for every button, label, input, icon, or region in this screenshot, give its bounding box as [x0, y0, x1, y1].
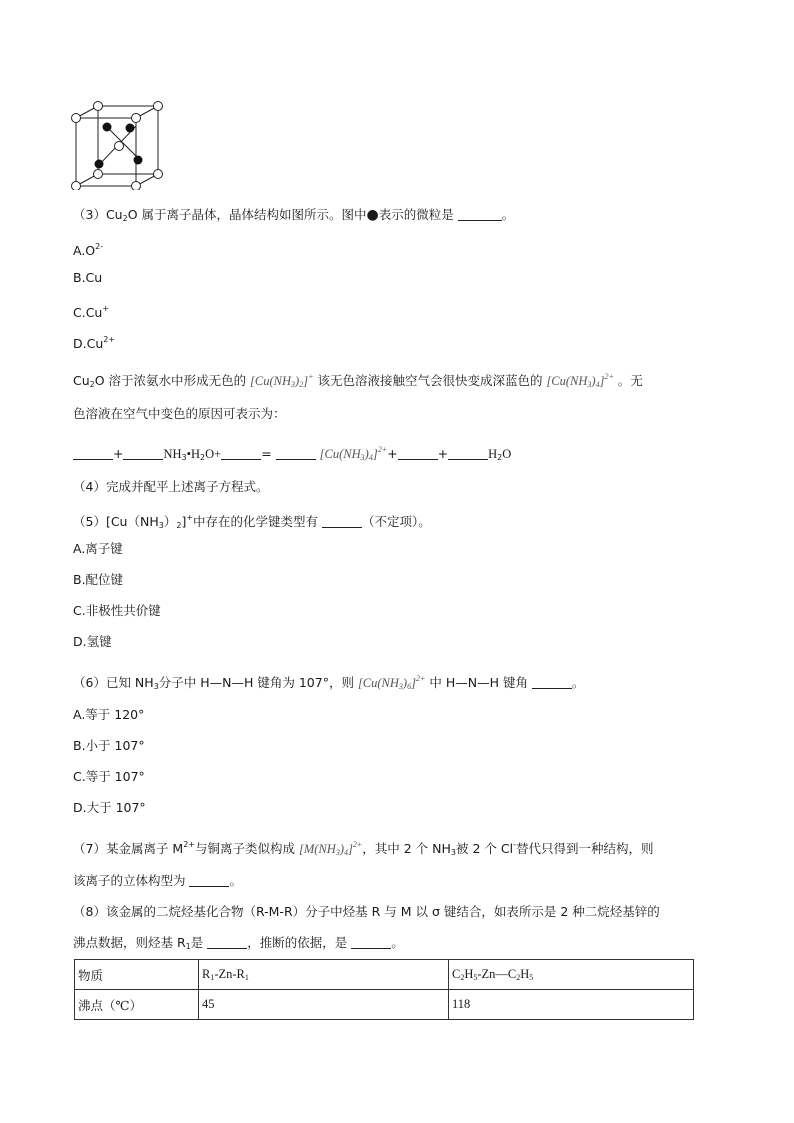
- table-cell: 118: [449, 990, 694, 1020]
- black-atom: [134, 156, 143, 165]
- q3-stem: $(3)Cu_2O$ 属于离子晶体，晶体结构如图所示。图中●表示的微粒是 。: [73, 207, 515, 223]
- table-header-row: [75, 960, 694, 990]
- crystal-structure-diagram: [68, 98, 168, 190]
- white-atom: [94, 102, 103, 111]
- white-atom: [132, 114, 141, 123]
- paragraph-line-2: 色溶液在空气中变色的原因可表示为：: [73, 406, 286, 421]
- q6-option-a: A.等于 120°: [73, 707, 145, 722]
- white-atom: [72, 182, 81, 191]
- answer-blank[interactable]: [532, 676, 572, 689]
- q3-option-d: $D.Cu^{2+}$: [73, 335, 116, 351]
- q3-option-c: C.Cu+: [73, 304, 110, 320]
- table-cell: 物质: [75, 960, 199, 990]
- coefficient-blank[interactable]: [221, 447, 261, 460]
- black-dot-symbol: ●: [366, 207, 379, 223]
- q5-option-c: C.非极性共价键: [73, 603, 161, 618]
- white-atom: [154, 102, 163, 111]
- white-atom: [154, 170, 163, 179]
- complex-ion-5: $[M(NH_3)_4]^{2+}$: [299, 840, 363, 857]
- white-atom: [94, 170, 103, 179]
- coefficient-blank[interactable]: [123, 447, 163, 460]
- coefficient-blank[interactable]: [73, 447, 113, 460]
- black-atom: [95, 160, 104, 169]
- q5-option-d: D.氢键: [73, 634, 112, 649]
- complex-ion-3: $[Cu(NH_3)_4]^{2+}$: [319, 445, 388, 462]
- complex-ion-1: $[Cu(NH_3)_2]^+$: [250, 372, 314, 389]
- paragraph-line-1: $Cu_2O$ 溶于浓氨水中形成无色的 $[Cu(NH_3)_2]^+$ 该无色溶液接触空气会很快变成深蓝色的 $[Cu(NH_3)_4]^{2+}$ 。无: [73, 372, 643, 389]
- q6-option-b: B.小于 107°: [73, 738, 145, 753]
- complex-ion-4: $[Cu(NH_3)_6]^{2+}$: [357, 674, 426, 691]
- answer-blank[interactable]: [322, 515, 362, 528]
- ionic-equation: + $NH_3•H_2O+ = [Cu(NH_3)_4]^{2+}+ + H_2O$: [73, 441, 511, 467]
- white-atom: [72, 114, 81, 123]
- answer-blank[interactable]: [458, 208, 502, 221]
- coefficient-blank[interactable]: [448, 447, 488, 460]
- white-atom-center: [115, 142, 124, 151]
- q5-option-b: B.配位键: [73, 572, 124, 587]
- table-row: [75, 990, 694, 1020]
- q8-stem-line-2: 沸点数据，则烃基 $R_1$是 ，推断的依据，是 。: [73, 935, 404, 951]
- boiling-point-table: [74, 959, 694, 1020]
- table-cell: $R_1-Zn-R_1$: [199, 960, 449, 990]
- answer-blank[interactable]: [207, 936, 247, 949]
- q6-option-c: C.等于 107°: [73, 769, 145, 784]
- q3-option-a: $A.O^{2-}$: [73, 242, 104, 258]
- answer-blank[interactable]: [351, 936, 391, 949]
- table-cell: 45: [199, 990, 449, 1020]
- answer-blank[interactable]: [189, 874, 229, 887]
- q3-option-b: B.Cu: [73, 270, 103, 285]
- complex-ion-2: $[Cu(NH_3)_4]^{2+}$: [546, 372, 614, 389]
- black-atom: [126, 124, 135, 133]
- black-atom: [103, 123, 112, 132]
- white-atom: [132, 182, 141, 191]
- table-cell: 沸点（℃）: [75, 990, 199, 1020]
- q5-option-a: A.离子键: [73, 541, 123, 556]
- q4-stem: （4）完成并配平上述离子方程式。: [73, 479, 269, 494]
- q7-stem: （7）某金属离子 $M^{2+}$与铜离子类似构成 $[M(NH_3)_4]^{2+}$，其中 2 个 $NH_3$被 2 个 Cl-替代只得到一种结构，则: [73, 840, 654, 857]
- q6-stem: （6）已知 $NH_3$分子中 H—N—H 键角为 107°，则 $[Cu(NH_3)_6]^{2+}$ 中 H—N—H 键角 。: [73, 674, 585, 691]
- q5-stem: $(5)[Cu(NH_3)_2]^+$中存在的化学键类型有 （不定项）。: [73, 513, 431, 530]
- coefficient-blank[interactable]: [398, 447, 438, 460]
- table-cell: $C_2H_5-Zn—C_2H_5$: [449, 960, 694, 990]
- q6-option-d: D.大于 107°: [73, 800, 146, 815]
- q8-stem: （8）该金属的二烷烃基化合物（R-M-R）分子中烃基 R 与 M 以 σ 键结合，如表所示是 2 种二烷烃基锌的: [73, 904, 660, 919]
- coefficient-blank[interactable]: [276, 447, 316, 460]
- q7-stem-line-2: 该离子的立体构型为 。: [73, 873, 242, 888]
